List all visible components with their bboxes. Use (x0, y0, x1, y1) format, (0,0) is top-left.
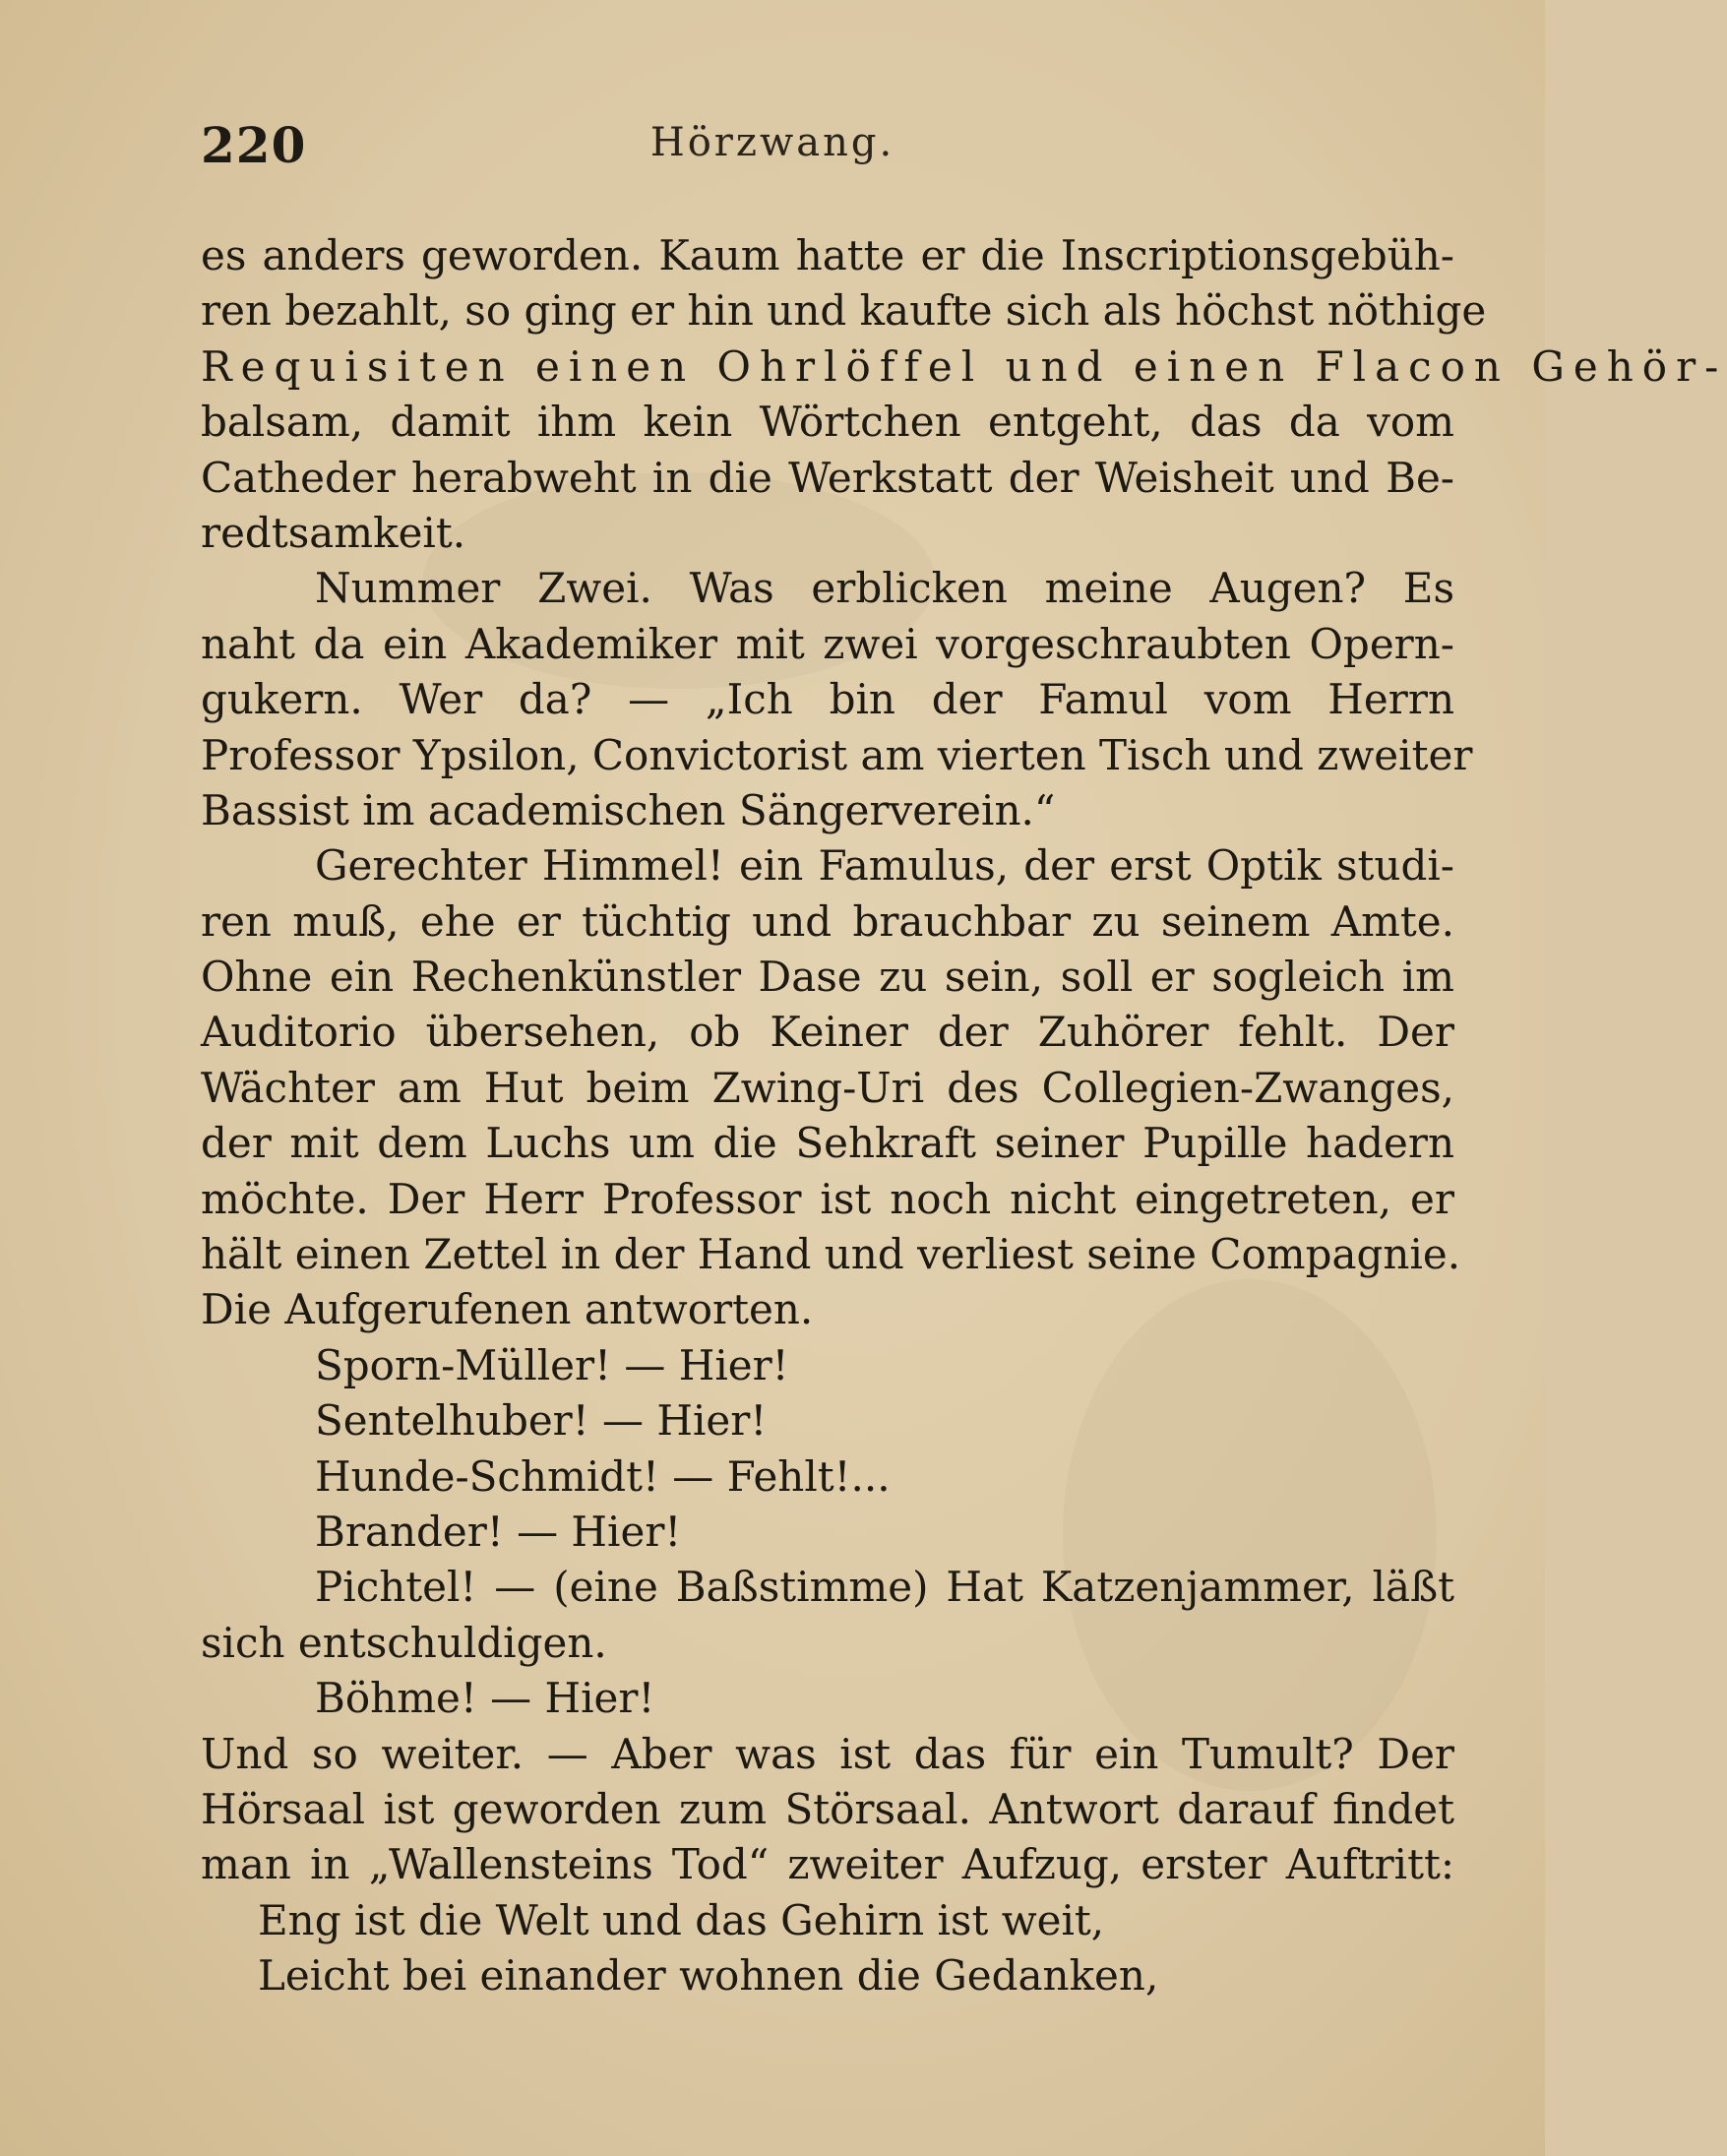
text-line: Bassist im academischen Sängerverein.“ (201, 785, 1056, 834)
roll-call-line: Sporn-Müller! — Hier! (315, 1340, 789, 1389)
page-header (0, 116, 1545, 175)
roll-call-line: Hunde-Schmidt! — Fehlt!... (315, 1451, 891, 1501)
text-line: Auditorio übersehen, ob Keiner der Zuhörer fehlt. Der (201, 1008, 1454, 1057)
text-line: sich entschuldigen. (201, 1618, 607, 1667)
text-line: gukern. Wer da? — „Ich bin der Famul vom Herrn (201, 675, 1454, 724)
roll-call-line: Brander! — Hier! (315, 1507, 682, 1556)
text-line: balsam, damit ihm kein Wörtchen entgeht, das da vom (201, 398, 1454, 447)
verse-line: Eng ist die Welt und das Gehirn ist weit, (258, 1895, 1105, 1944)
verse-line: Leicht bei einander wohnen die Gedanken, (258, 1951, 1159, 2001)
roll-call-line: Böhme! — Hier! (315, 1674, 655, 1723)
text-line: Ohne ein Rechenkünstler Dase zu sein, soll er sogleich im (201, 953, 1454, 1002)
roll-call-line: Sentelhuber! — Hier! (315, 1396, 768, 1446)
text-line: redtsamkeit. (201, 508, 466, 557)
text-line: Nummer Zwei. Was erblicken meine Augen? Es (315, 564, 1454, 613)
body-text (201, 228, 1727, 2004)
page-number: 220 (201, 116, 307, 174)
text-line: Requisiten einen Ohrlöffel und einen Flacon Gehör- (201, 341, 1727, 391)
text-line: man in „Wallensteins Tod“ zweiter Aufzug, erster Auftritt: (201, 1840, 1454, 1889)
running-title: Hörzwang. (649, 120, 895, 165)
text-line: ren muß, ehe er tüchtig und brauchbar zu seinem Amte. (201, 896, 1454, 946)
roll-call-line: Pichtel! — (eine Baßstimme) Hat Katzenjammer, läßt (315, 1563, 1454, 1612)
text-line: Gerechter Himmel! ein Famulus, der erst Optik studi- (315, 841, 1454, 891)
text-line: Die Aufgerufenen antworten. (201, 1285, 814, 1334)
text-line: möchte. Der Herr Professor ist noch nicht eingetreten, er (201, 1174, 1454, 1223)
text-line: Catheder herabweht in die Werkstatt der Weisheit und Be- (201, 453, 1454, 502)
text-line: Professor Ypsilon, Convictorist am vierten Tisch und zweiter (201, 730, 1473, 779)
text-line: naht da ein Akademiker mit zwei vorgeschraubten Opern- (201, 619, 1454, 668)
text-line: Wächter am Hut beim Zwing-Uri des Collegien-Zwanges, (201, 1063, 1454, 1112)
text-line: hält einen Zettel in der Hand und verliest seine Compagnie. (201, 1230, 1461, 1279)
text-line: Und so weiter. — Aber was ist das für ein Tumult? Der (201, 1729, 1454, 1778)
text-line: Hörsaal ist geworden zum Störsaal. Antwort darauf findet (201, 1784, 1454, 1833)
text-line: ren bezahlt, so ging er hin und kaufte sich als höchst nöthige (201, 286, 1487, 336)
text-line: es anders geworden. Kaum hatte er die Inscriptionsgebüh- (201, 231, 1454, 279)
text-line: der mit dem Luchs um die Sehkraft seiner Pupille hadern (201, 1119, 1454, 1168)
